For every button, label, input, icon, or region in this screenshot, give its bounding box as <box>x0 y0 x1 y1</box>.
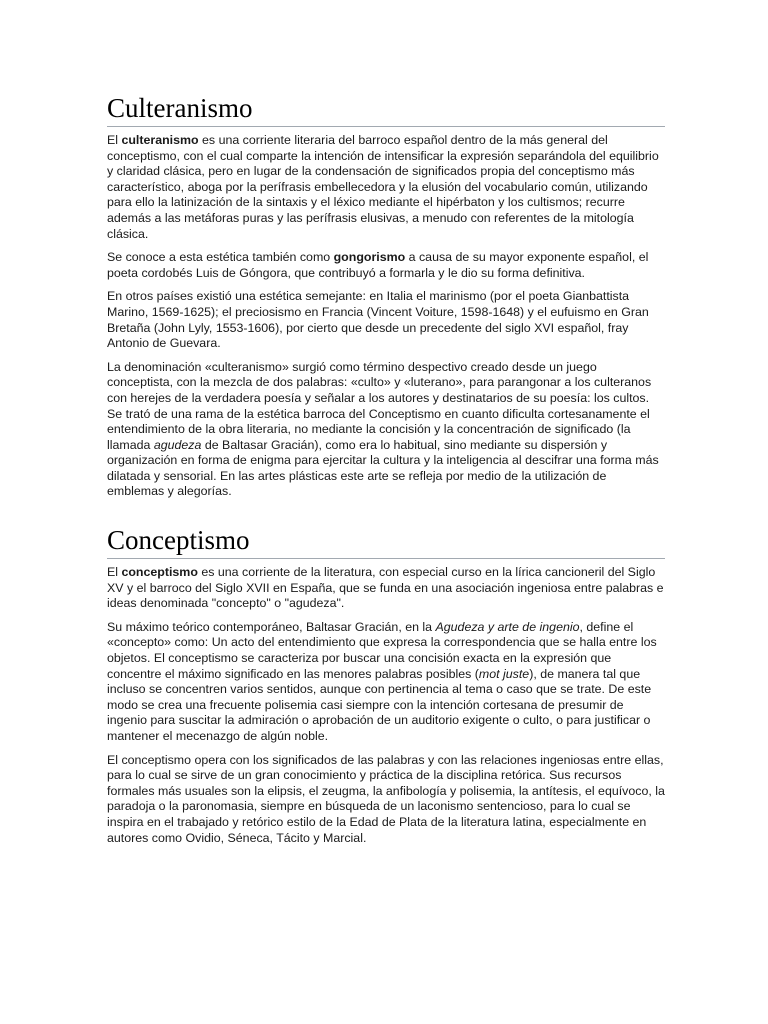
text-run: ), de manera tal que incluso se concentren varios sentidos, aunque con pertinencia al tema o caso que se trate. De este modo se crea una frecuente polisemia casi siempre con la intención cortesana de presumir de ingenio para suscitar la admiración o aprobación de un auditorio exigente o culto, o para justificar o mantener el mecenazgo de algún noble. <box>107 666 652 743</box>
text-run: En otros países existió una estética semejante: en Italia el marinismo (por el poeta Gianbattista Marino, 1569-1625); el preciosismo en Francia (Vincent Voiture, 1598-1648) y el eufuismo en Gran Bretaña (John Lyly, 1553-1606), por cierto que desde un precedente del siglo XVI español, fray Antonio de Guevara. <box>107 289 649 351</box>
paragraph <box>107 565 665 612</box>
text-run: es una corriente de la literatura, con especial curso en la lírica cancioneril del Siglo XV y el barroco del Siglo XVII en España, que se funda en una asociación ingeniosa entre palabras e ideas denominada "concepto" o "agudeza". <box>107 565 664 611</box>
text-run: Se conoce a esta estética también como <box>107 250 334 265</box>
bold-term: gongorismo <box>333 250 406 265</box>
paragraph <box>107 289 665 351</box>
italic-term: mot juste <box>478 666 530 681</box>
text-run: a causa de su mayor exponente español, el poeta cordobés Luis de Góngora, que contribuyó a formarla y le dio su forma definitiva. <box>107 250 649 280</box>
text-run: , define el «concepto» como: Un acto del entendimiento que expresa la correspondencia que se halla entre los objetos. El conceptismo se caracteriza por buscar una concisión exacta en la expresión que concentre el máximo significado en las menores palabras posibles ( <box>107 619 657 681</box>
paragraph <box>107 133 665 242</box>
text-run: La denominación «culteranismo» surgió como término despectivo creado desde un juego conceptista, con la mezcla de dos palabras: «culto» y «luterano», para parangonar a los culteranos con herejes de la verdadera poesía y señalar a los autores y destinatarios de su poesía: los cultos. Se trató de una rama de la estética barroca del Conceptismo en cuanto dificulta cortesanamente el entendimiento de la obra literaria, no mediante la concisión y la concentración de significado (la llamada <box>107 359 652 452</box>
text-run: Su máximo teórico contemporáneo, Baltasar Gracián, en la <box>107 619 436 634</box>
paragraph <box>107 620 665 745</box>
section-conceptismo <box>107 524 665 846</box>
text-run: es una corriente literaria del barroco español dentro de la más general del conceptismo, con el cual comparte la intención de intensificar la expresión separándola del equilibrio y claridad clásica, pero en lugar de la condensación de significados propia del conceptismo más característico, aboga por la perífrasis embellecedora y la elusión del vocabulario común, utilizando para ello la latinización de la sintaxis y el léxico mediante el hipérbaton y los cultismos; recurre además a las metáforas puras y las perífrasis elusivas, a menudo con referentes de la mitología clásica. <box>107 133 659 241</box>
document-page <box>107 84 665 854</box>
section-heading: Conceptismo <box>107 524 665 559</box>
paragraph <box>107 753 665 847</box>
text-run: El conceptismo opera con los significados de las palabras y con las relaciones ingeniosas entre ellas, para lo cual se sirve de un gran conocimiento y práctica de la disciplina retórica. Sus recursos formales más usuales son la elipsis, el zeugma, la anfibología y polisemia, la antítesis, el equívoco, la paradoja o la paronomasia, siempre en búsqueda de un laconismo sentencioso, para lo cual se inspira en el trabajado y retórico estilo de la Edad de Plata de la literatura latina, especialmente en autores como Ovidio, Séneca, Tácito y Marcial. <box>107 752 665 845</box>
italic-term: agudeza <box>153 437 202 452</box>
text-run: de Baltasar Gracián), como era lo habitual, sino mediante su dispersión y organización en forma de enigma para ejercitar la cultura y la inteligencia al descifrar una forma más dilatada y sensorial. En las artes plásticas este arte se refleja por medio de la utilización de emblemas y alegorías. <box>107 437 659 499</box>
italic-term: Agudeza y arte de ingenio <box>435 619 580 634</box>
paragraph <box>107 250 665 281</box>
text-run: El <box>107 133 122 147</box>
section-heading: Culteranismo <box>107 92 665 127</box>
bold-term: conceptismo <box>121 565 198 580</box>
section-culteranismo <box>107 92 665 500</box>
text-run: El <box>107 565 122 580</box>
bold-term: culteranismo <box>121 133 199 147</box>
paragraph <box>107 360 665 500</box>
